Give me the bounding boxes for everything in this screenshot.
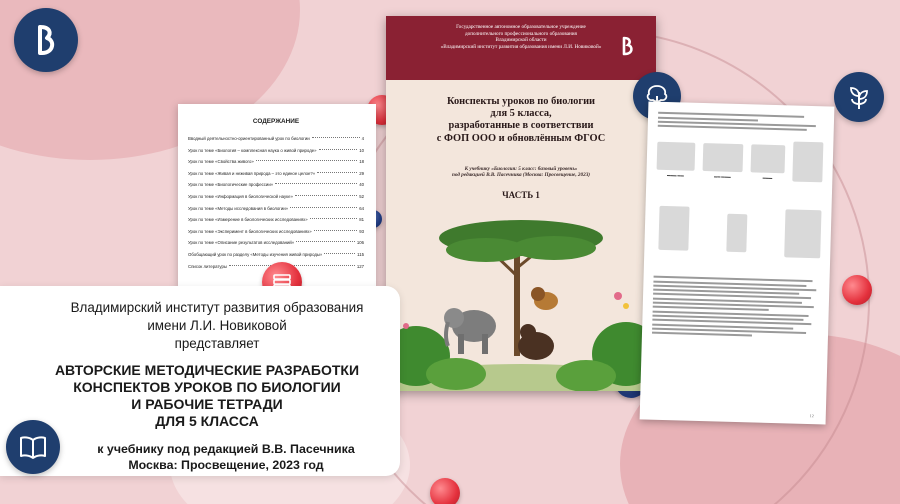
toc-item-title: Урок по теме «Эксперимент в биологических исследованиях»: [188, 228, 312, 234]
toc-item-title: Урок по теме «Живая и неживая природа – это единое целое?»: [188, 170, 316, 176]
cover-subtitle-line: под редакцией В.В. Пасечника (Москва: Просвещение, 2023): [451, 172, 591, 179]
toc-item-page: 81: [359, 217, 364, 223]
toc-leader-dots: [256, 160, 357, 161]
toc-leader-dots: [324, 253, 355, 254]
red-dot: [430, 478, 460, 504]
cover-header-line: «Владимирский институт развития образования имени Л.И. Новиковой»: [440, 43, 602, 50]
cover-header-line: Владимирской области: [495, 37, 547, 44]
main-heading-line: АВТОРСКИЕ МЕТОДИЧЕСКИЕ РАЗРАБОТКИ: [54, 362, 360, 378]
main-heading-line: ДЛЯ 5 КЛАССА: [155, 413, 259, 429]
toc-item: [188, 145, 364, 157]
toc-item-page: 18: [359, 159, 364, 165]
institute-logo-icon: [14, 8, 78, 72]
cover-title-line: разработанные в соответствии: [448, 120, 594, 132]
presents-label: представляет: [174, 336, 260, 351]
toc-item-page: 93: [359, 228, 364, 234]
textbook-editor-line: к учебнику под редакцией В.В. Пасечника: [97, 442, 355, 456]
toc-item-title: Урок по теме «Методы исследования в биологии»: [188, 205, 289, 211]
workbook-image: [784, 209, 821, 258]
book-cover: [386, 16, 656, 391]
cover-header-line: Государственное автономное образовательное учреждение: [456, 24, 586, 30]
toc-title: СОДЕРЖАНИЕ: [252, 118, 300, 125]
workbook-image: [751, 144, 786, 173]
cover-title: [404, 96, 638, 145]
workbook-image: [703, 143, 744, 172]
cover-subtitle-line: К учебнику «Биология: 5 класс: базовый уровень»: [464, 166, 578, 172]
workbook-image: [726, 214, 747, 253]
toc-item: [188, 249, 364, 261]
toc-leader-dots: [295, 195, 357, 196]
presenter-name-line2: имени Л.И. Новиковой: [147, 318, 287, 333]
toc-list: [188, 133, 364, 272]
toc-item: [188, 191, 364, 203]
toc-item-page: 64: [359, 205, 364, 211]
toc-item-title: Урок по теме «Биология – комплексная наука о живой природе»: [188, 147, 317, 153]
toc-item-page: 115: [357, 251, 364, 257]
toc-item-title: Обобщающий урок по разделу «Методы изучения живой природы»: [188, 251, 323, 257]
toc-item: [188, 203, 364, 215]
workbook-page: ▬▬▬ ▬▬ ▬▬ ▬▬▬ ▬▬▬ 12: [640, 101, 835, 424]
publisher-line: Москва: Просвещение, 2023 год: [128, 458, 324, 472]
toc-leader-dots: [317, 172, 357, 173]
cover-subtitle: [422, 166, 620, 179]
toc-item: [188, 156, 364, 168]
presenter-name: Владимирский институт развития образования: [70, 300, 364, 315]
toc-page: [178, 104, 376, 288]
toc-item-title: Урок по теме «Биологические профессии»: [188, 182, 274, 188]
cover-title-line: Конспекты уроков по биологии: [446, 96, 596, 107]
open-book-icon: [6, 420, 60, 474]
toc-item: [188, 214, 364, 226]
red-dot: [842, 275, 872, 305]
toc-item-title: Урок по теме «Измерение в биологических исследованиях»: [188, 217, 308, 223]
toc-item-page: 4: [361, 136, 364, 141]
main-heading-line: КОНСПЕКТОВ УРОКОВ ПО БИОЛОГИИ: [73, 379, 341, 395]
toc-leader-dots: [290, 207, 357, 208]
workbook-image: [658, 206, 689, 251]
toc-leader-dots: [310, 218, 358, 219]
toc-item: [188, 179, 364, 191]
cover-logo-icon: [616, 34, 640, 58]
toc-item-title: Урок по теме «Информация в биологической науке»: [188, 193, 293, 199]
toc-item-page: 127: [356, 263, 364, 269]
toc-item-title: Урок по теме «Описание результатов исследований»: [188, 240, 295, 246]
main-heading-line: И РАБОЧИЕ ТЕТРАДИ: [131, 396, 283, 412]
info-panel: [0, 286, 400, 476]
toc-item: [188, 168, 364, 180]
cover-nature-illustration: [386, 206, 656, 391]
toc-leader-dots: [296, 241, 355, 242]
toc-leader-dots: [314, 230, 358, 231]
toc-item-title: Список литературы: [188, 263, 227, 269]
toc-item: [188, 226, 364, 238]
toc-item-title: Урок по теме «Свойства живого»: [188, 159, 254, 165]
toc-leader-dots: [312, 137, 360, 138]
toc-item: [188, 237, 364, 249]
plant-icon: [834, 72, 884, 122]
workbook-page-number: 12: [809, 413, 814, 419]
workbook-image: [657, 142, 696, 171]
toc-item-page: 29: [359, 170, 364, 176]
toc-item-page: 40: [359, 182, 364, 188]
toc-item-page: 106: [356, 240, 364, 246]
workbook-text-block: [652, 274, 820, 341]
cover-title-line: для 5 класса,: [490, 108, 552, 120]
toc-leader-dots: [319, 149, 358, 150]
cover-part-label: ЧАСТЬ 1: [502, 190, 540, 200]
toc-item-title: Вводный деятельностно-ориентированный урок по биологии: [188, 136, 310, 141]
main-heading: [22, 362, 392, 430]
cover-title-line: с ФОП ООО и обновлённым ФГОС: [436, 132, 606, 144]
toc-leader-dots: [275, 183, 357, 184]
workbook-image: [792, 142, 823, 183]
toc-item-page: 10: [359, 147, 364, 153]
toc-item: [188, 133, 364, 145]
cover-header-line: дополнительного профессионального образования: [465, 30, 577, 37]
toc-item-page: 52: [359, 193, 364, 199]
